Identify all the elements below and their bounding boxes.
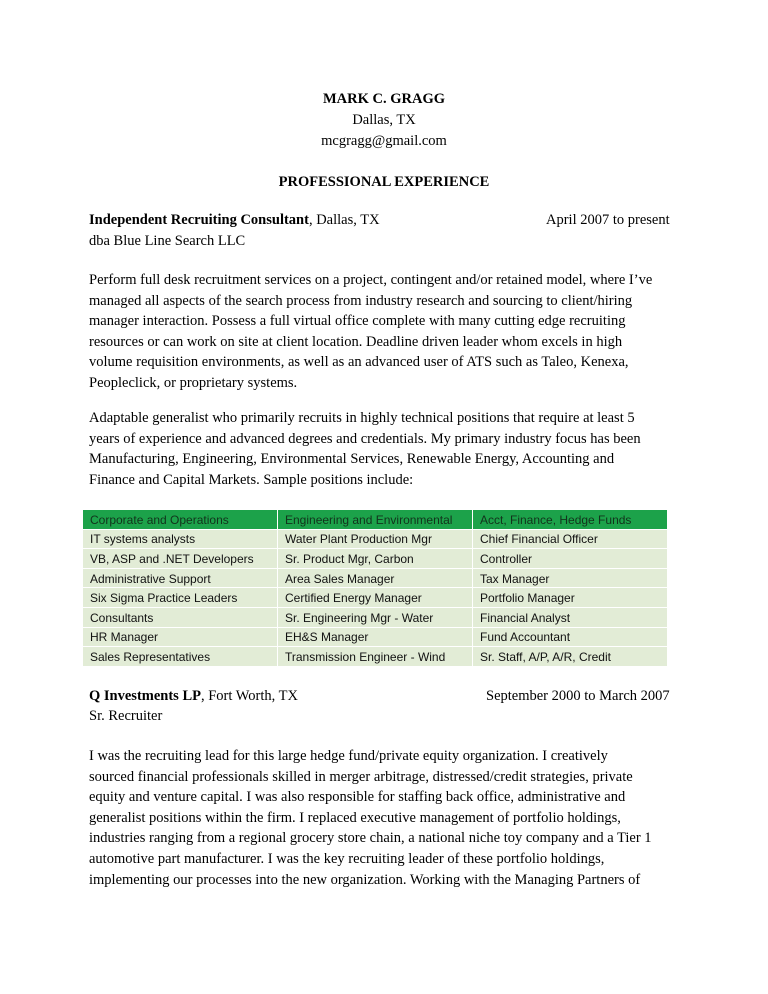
table-cell: HR Manager bbox=[83, 627, 278, 647]
paragraph-line: sourced financial professionals skilled in merger arbitrage, distressed/credit strategies, private bbox=[89, 768, 633, 785]
table-cell: Six Sigma Practice Leaders bbox=[83, 588, 278, 608]
paragraph-line: implementing our processes into the new organization. Working with the Managing Partners of bbox=[89, 871, 641, 888]
table-cell: VB, ASP and .NET Developers bbox=[83, 549, 278, 569]
job2-location: , Fort Worth, TX bbox=[200, 688, 298, 704]
paragraph-line: equity and venture capital. I was also responsible for staffing back office, administrative and bbox=[89, 789, 626, 806]
table-cell: Sr. Staff, A/P, A/R, Credit bbox=[473, 647, 668, 667]
job1-paragraph-2 bbox=[89, 408, 689, 490]
job1-subtitle: dba Blue Line Search LLC bbox=[89, 233, 246, 249]
table-cell: Fund Accountant bbox=[473, 627, 668, 647]
paragraph-line: managed all aspects of the search process from industry research and sourcing to client/hiring bbox=[89, 292, 633, 309]
table-cell: IT systems analysts bbox=[83, 529, 278, 549]
sample-positions-table bbox=[82, 509, 668, 667]
table-cell: Certified Energy Manager bbox=[278, 588, 473, 608]
table-row bbox=[83, 588, 668, 608]
section-title: PROFESSIONAL EXPERIENCE bbox=[278, 174, 490, 190]
table-cell: Water Plant Production Mgr bbox=[278, 529, 473, 549]
paragraph-line: Finance and Capital Markets. Sample positions include: bbox=[89, 471, 414, 488]
table-header-row bbox=[83, 510, 668, 530]
paragraph-line: Adaptable generalist who primarily recruits in highly technical positions that require at least 5 bbox=[89, 410, 635, 426]
table-cell: Tax Manager bbox=[473, 568, 668, 588]
job1-location: , Dallas, TX bbox=[308, 212, 380, 228]
paragraph-line: years of experience and advanced degrees and credentials. My primary industry focus has been bbox=[89, 430, 641, 447]
paragraph-line: industries ranging from a regional grocery store chain, a national niche toy company and a Tier 1 bbox=[89, 830, 652, 847]
paragraph-line: I was the recruiting lead for this large hedge fund/private equity organization. I creatively bbox=[89, 748, 608, 764]
table-row bbox=[83, 627, 668, 647]
paragraph-line: Manufacturing, Engineering, Environmental Services, Renewable Energy, Accounting and bbox=[89, 451, 615, 468]
candidate-email[interactable]: mcgragg@gmail.com bbox=[321, 133, 447, 149]
table-row bbox=[83, 607, 668, 627]
candidate-city: Dallas, TX bbox=[352, 112, 416, 128]
table-cell: Administrative Support bbox=[83, 568, 278, 588]
table-cell: Sr. Engineering Mgr - Water bbox=[278, 607, 473, 627]
paragraph-line: manager interaction. Possess a full virtual office complete with many cutting edge recruiting bbox=[89, 313, 626, 330]
table-cell: Consultants bbox=[83, 607, 278, 627]
paragraph-line: automotive part manufacturer. I was the key recruiting leader of these portfolio holdings, bbox=[89, 850, 605, 867]
table-cell: EH&S Manager bbox=[278, 627, 473, 647]
table-cell: Sr. Product Mgr, Carbon bbox=[278, 549, 473, 569]
table-cell: Financial Analyst bbox=[473, 607, 668, 627]
table-cell: Sales Representatives bbox=[83, 647, 278, 667]
table-row bbox=[83, 568, 668, 588]
paragraph-line: generalist positions within the firm. I replaced executive management of portfolio holdings, bbox=[89, 809, 621, 826]
table-row bbox=[83, 647, 668, 667]
job2-title: Q Investments LP bbox=[89, 688, 201, 704]
paragraph-line: Perform full desk recruitment services on a project, contingent and/or retained model, where I’ve bbox=[89, 272, 653, 288]
table-cell: Portfolio Manager bbox=[473, 588, 668, 608]
job1-paragraph-1 bbox=[89, 270, 689, 394]
table-header-cell: Engineering and Environmental bbox=[278, 510, 473, 530]
table-cell: Chief Financial Officer bbox=[473, 529, 668, 549]
job2-paragraph-1 bbox=[89, 746, 689, 890]
table-cell: Area Sales Manager bbox=[278, 568, 473, 588]
job1-dates: April 2007 to present bbox=[546, 212, 670, 228]
table-cell: Controller bbox=[473, 549, 668, 569]
paragraph-line: volume requisition environments, as well as an advanced user of ATS such as Taleo, Kenexa, bbox=[89, 354, 629, 371]
table-row bbox=[83, 549, 668, 569]
job2-subtitle: Sr. Recruiter bbox=[89, 708, 163, 724]
paragraph-line: Peopleclick, or proprietary systems. bbox=[89, 374, 298, 391]
table-header-cell: Corporate and Operations bbox=[83, 510, 278, 530]
candidate-name: MARK C. GRAGG bbox=[322, 91, 446, 107]
paragraph-line: resources or can work on site at client location. Deadline driven leader whom excels in high bbox=[89, 333, 623, 350]
table-cell: Transmission Engineer - Wind bbox=[278, 647, 473, 667]
table-header-cell: Acct, Finance, Hedge Funds bbox=[473, 510, 668, 530]
job1-title: Independent Recruiting Consultant bbox=[89, 212, 309, 228]
table-row bbox=[83, 529, 668, 549]
job2-dates: September 2000 to March 2007 bbox=[486, 688, 670, 704]
